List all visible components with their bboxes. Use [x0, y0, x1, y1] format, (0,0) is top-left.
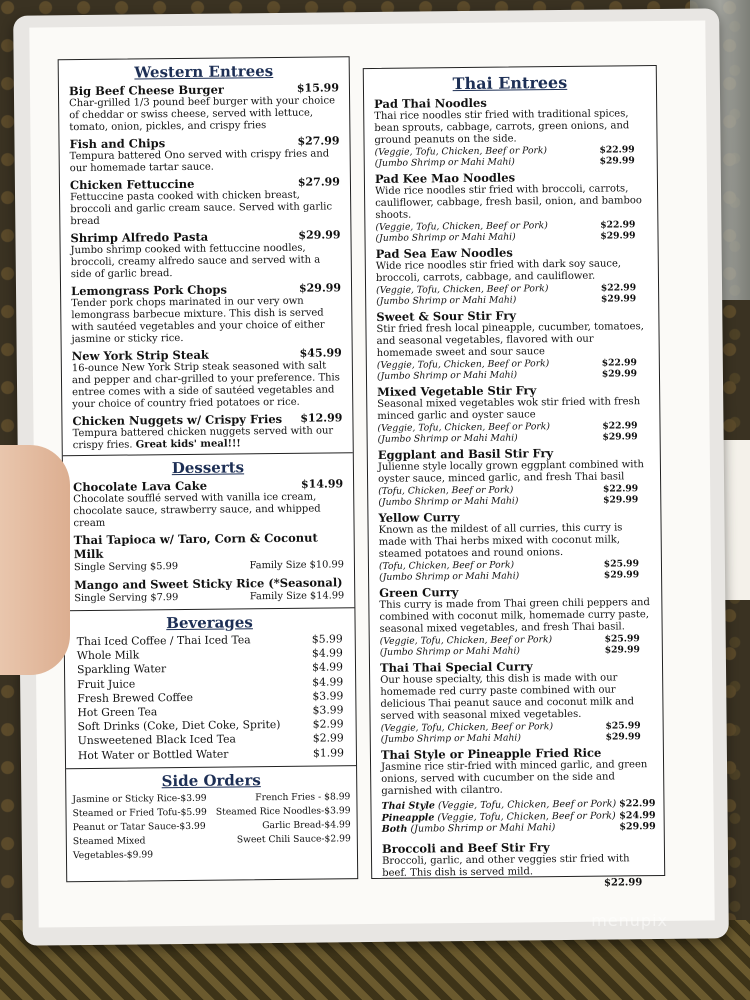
option-price: $29.99: [600, 293, 637, 305]
thai-item: [365, 169, 658, 244]
option-price: $25.99: [605, 720, 641, 732]
option-price: $22.99: [602, 420, 638, 432]
western-item: [59, 81, 350, 134]
item-name: Lemongrass Pork Chops: [70, 282, 227, 299]
fried-rice-item: [371, 745, 664, 798]
fried-rice-style: Pineapple: [381, 811, 435, 824]
option-row: [377, 368, 651, 382]
option-row: [378, 494, 652, 508]
item-desc: Seasonal mixed vegetables wok stir fried with fresh minced garlic and oyster sauce: [377, 396, 641, 422]
item-desc: [70, 148, 342, 175]
kids-note: Great kids' meal!!!: [135, 438, 241, 451]
item-desc: Our house specialty, this dish is made with our homemade red curry paste combined with our delicious Thai peanut sauce and coconut milk and served with seasonal mixed vegetables.: [380, 672, 635, 722]
beverage-price: $2.99: [312, 717, 344, 731]
fried-rice-style: Both: [381, 823, 408, 835]
item-name: Big Beef Cheese Burger: [68, 82, 224, 99]
item-name: Thai Thai Special Curry: [379, 659, 533, 675]
beverage-name: Fresh Brewed Coffee: [77, 690, 194, 705]
desc-text: Tempura battered Ono served with crispy fries and our homemade tartar sauce.: [69, 148, 330, 175]
item-desc: [70, 189, 342, 228]
item-name: New York Strip Steak: [71, 347, 209, 364]
option-label: (Jumbo Shrimp or Mahi Mahi): [376, 369, 518, 382]
item-desc: [69, 95, 341, 134]
item-desc: Wide rice noodles stir fried with dark soy sauce, broccoli, carrots, cabbage, and cauliflower.: [375, 258, 622, 284]
item-name: Green Curry: [379, 585, 459, 600]
option-label: (Jumbo Shrimp or Mahi Mahi): [375, 231, 516, 244]
option-row: [375, 155, 649, 169]
beverage-price: $3.99: [312, 703, 344, 717]
serving-row: [64, 590, 354, 605]
fried-rice-price: $29.99: [619, 821, 656, 833]
western-item: [60, 175, 351, 228]
item-price: $22.99: [603, 876, 643, 889]
thai-item: [366, 244, 659, 307]
fried-rice-price: $24.99: [619, 809, 656, 821]
fried-rice-protein: (Veggie, Tofu, Chicken, Beef or Pork): [437, 798, 617, 812]
item-desc: Wide rice noodles stir fried with broccoli, carrots, cauliflower, cabbage, fresh basil, onion, and bamboo shoots.: [374, 183, 642, 221]
item-desc: Chocolate soufflé served with vanilla ice cream, chocolate sauce, strawberry sauce, and whipped cream: [73, 491, 321, 530]
beverage-price: $4.99: [311, 646, 343, 660]
option-price: $29.99: [601, 368, 638, 380]
thai-item: [364, 94, 657, 169]
item-name: Pad Thai Noodles: [374, 95, 487, 111]
option-row: [379, 569, 653, 583]
option-label: (Veggie, Tofu, Chicken, Beef or Pork): [375, 220, 548, 233]
divider: [66, 765, 356, 769]
beverage-name: Whole Milk: [76, 648, 140, 663]
side-item: Garlic Bread-$4.99: [262, 819, 351, 831]
side-item: Steamed Mixed Vegetables-$9.99: [72, 835, 154, 861]
item-price: $12.99: [300, 411, 343, 425]
item-price: $29.99: [298, 281, 342, 295]
thai-title: Thai Entrees: [452, 72, 568, 94]
western-item: [60, 228, 351, 281]
serving-row: [64, 559, 354, 574]
item-desc: Julienne style locally grown eggplant combined with oyster sauce, minced garlic, and fresh Thai basil: [377, 459, 644, 485]
beverage-name: Hot Green Tea: [77, 705, 158, 720]
item-name: Fish and Chips: [69, 136, 166, 152]
item-desc: [71, 242, 343, 281]
option-label: (Veggie, Tofu, Chicken, Beef or Pork): [376, 358, 550, 371]
thai-item: [369, 583, 662, 658]
option-label: (Veggie, Tofu, Chicken, Beef or Pork): [376, 283, 549, 296]
option-label: (Jumbo Shrimp or Mahi Mahi): [379, 570, 520, 583]
item-desc: [72, 360, 344, 411]
dessert-lava: [63, 477, 354, 530]
sides-list: [66, 790, 357, 863]
thai-item: [367, 382, 660, 445]
thai-list: [364, 94, 663, 745]
option-label: (Tofu, Chicken, Beef or Pork): [378, 484, 514, 497]
beverage-price: $4.99: [312, 660, 344, 675]
option-label: (Veggie, Tofu, Chicken, Beef or Pork): [380, 721, 554, 734]
item-price: $15.99: [296, 81, 340, 95]
option-price: $22.99: [601, 357, 637, 369]
option-price: $29.99: [602, 431, 638, 443]
thai-item: [370, 658, 663, 745]
item-name: Chicken Nuggets w/ Crispy Fries: [72, 411, 283, 429]
item-desc: Thai rice noodles stir fried with traditional spices, bean sprouts, cabbage, carrots, green onions, and ground peanuts on the side.: [374, 108, 630, 146]
item-name: Mango and Sweet Sticky Rice (*Seasonal): [74, 575, 343, 593]
desc-text: Tender pork chops marinated in our very own lemongrass barbecue mixture. This dish is served with sautéed vegetables and your choice of either jasmine or sticky rice.: [71, 295, 325, 346]
option-label: (Veggie, Tofu, Chicken, Beef or Pork): [374, 145, 548, 158]
right-column: [363, 65, 665, 889]
beverage-price: $1.99: [312, 745, 344, 760]
western-item: [61, 281, 352, 346]
beverage-price: $3.99: [312, 689, 344, 703]
fried-rice-protein: (Veggie, Tofu, Chicken, Beef or Pork): [437, 809, 616, 823]
broccoli-item: [372, 838, 665, 891]
desc-text: Jumbo shrimp cooked with fettuccine noodles, broccoli, creamy alfredo sauce and served with a side of garlic bread.: [70, 242, 321, 281]
beverages-title: Beverages: [166, 613, 253, 633]
option-label: (Tofu, Chicken, Beef or Pork): [378, 559, 515, 572]
beverage-price: $4.99: [312, 674, 344, 689]
western-item: [59, 134, 349, 175]
beverage-price: $2.99: [312, 731, 344, 746]
item-name: Sweet & Sour Stir Fry: [376, 308, 517, 324]
option-label: (Jumbo Shrimp or Mahi Mahi): [378, 495, 519, 508]
option-price: $22.99: [600, 282, 637, 294]
item-desc: [71, 295, 343, 346]
item-price: $14.99: [300, 477, 344, 491]
beverage-name: Fruit Juice: [77, 677, 136, 691]
item-desc: [73, 425, 345, 452]
option-row: [376, 293, 650, 307]
item-name: Pad Kee Mao Noodles: [374, 170, 516, 186]
option-price: $29.99: [599, 155, 635, 167]
item-name: Shrimp Alfredo Pasta: [70, 229, 209, 246]
option-label: (Jumbo Shrimp or Mahi Mahi): [377, 432, 518, 445]
item-name: Yellow Curry: [378, 510, 460, 525]
single-price: Single Serving $7.99: [74, 592, 179, 605]
option-label: (Veggie, Tofu, Chicken, Beef or Pork): [379, 634, 553, 647]
thai-item: [366, 307, 659, 382]
item-price: $27.99: [297, 134, 340, 148]
family-price: Family Size $14.99: [249, 590, 345, 603]
watermark: menupix: [591, 911, 668, 930]
beverage-row: [66, 746, 356, 763]
family-price: Family Size $10.99: [249, 559, 345, 572]
option-price: $22.99: [599, 144, 635, 156]
sides-title: Side Orders: [161, 771, 261, 791]
item-price: $27.99: [297, 175, 341, 189]
western-item: [62, 411, 352, 452]
side-item: Steamed Rice Noodles-$3.99: [215, 805, 351, 818]
item-name: Mixed Vegetable Stir Fry: [377, 383, 537, 399]
option-row: [380, 644, 654, 658]
option-label: (Jumbo Shrimp or Mahi Mahi): [376, 294, 517, 307]
item-desc: This curry is made from Thai green chili peppers and combined with coconut milk, homemade curry paste, seasonal mixed vegetables, and fresh Thai basil.: [379, 597, 650, 635]
thai-item: [368, 508, 661, 583]
option-price: $29.99: [600, 230, 636, 242]
desc-text: Char-grilled 1/3 pound beef burger with your choice of cheddar or swiss cheese, served with lettuce, tomato, onion, pickles, and crispy fries: [69, 95, 336, 134]
menu-page: [29, 20, 714, 927]
item-name: Broccoli and Beef Stir Fry: [381, 839, 550, 856]
hand-thumb: [0, 445, 70, 675]
item-name: Pad Sea Eaw Noodles: [375, 245, 513, 261]
option-price: $22.99: [602, 483, 639, 495]
thai-item: [368, 445, 661, 508]
desserts-title: Desserts: [171, 458, 245, 478]
dessert-tapioca: [64, 530, 354, 561]
item-name: Chicken Fettuccine: [69, 176, 195, 193]
item-desc: Known as the mildest of all curries, this curry is made with Thai herbs mixed with coconut milk, steamed potatoes and round onions.: [378, 522, 623, 560]
item-desc: Broccoli, garlic, and other veggies stir fried with beef. This dish is served mild.: [381, 852, 630, 879]
fried-rice-protein: (Jumbo Shrimp or Mahi Mahi): [410, 822, 556, 835]
item-price: $45.99: [299, 346, 342, 360]
option-price: $29.99: [603, 494, 639, 506]
side-item: Peanut or Tatar Sauce-$3.99: [72, 820, 206, 833]
option-price: $25.99: [603, 558, 640, 570]
beverage-price: $5.99: [311, 632, 343, 646]
left-column: [58, 56, 359, 882]
desc-text: 16-ounce New York Strip steak seasoned with salt and pepper and char-grilled to your preference. This entree comes with a side of sautéed vegetables and your choice of country fried potatoes or rice.: [71, 360, 340, 411]
side-item: Sweet Chili Sauce-$2.99: [236, 833, 351, 846]
option-label: (Jumbo Shrimp or Mahi Mahi): [380, 732, 521, 745]
option-price: $29.99: [604, 644, 640, 656]
side-item: Steamed or Fried Tofu-$5.99: [72, 806, 207, 819]
beverage-name: Thai Iced Coffee / Thai Iced Tea: [76, 633, 251, 649]
fried-rice-price: $22.99: [619, 798, 656, 810]
western-title: Western Entrees: [134, 62, 274, 82]
item-name: Thai Tapioca w/ Taro, Corn & Coconut Milk: [73, 530, 318, 562]
option-price: $29.99: [605, 731, 641, 743]
divider: [64, 607, 354, 611]
desc-text: Tempura battered chicken nuggets served with our crispy fries.: [72, 425, 334, 452]
option-price: $29.99: [603, 569, 640, 581]
beverage-name: Sparkling Water: [76, 662, 167, 677]
divider: [63, 452, 353, 456]
side-item: French Fries - $8.99: [255, 791, 351, 804]
option-label: (Jumbo Shrimp or Mahi Mahi): [374, 156, 515, 169]
beverages-list: [65, 632, 356, 763]
western-item: [62, 346, 353, 411]
option-label: (Veggie, Tofu, Chicken, Beef or Pork): [377, 421, 550, 434]
item-desc: Jasmine rice stir-fried with minced garlic, and green onions, served with cucumber on the side and garnished with cilantro.: [381, 759, 648, 797]
option-label: (Jumbo Shrimp or Mahi Mahi): [379, 645, 521, 658]
option-row: [381, 731, 655, 745]
option-price: $25.99: [604, 633, 640, 645]
option-price: $22.99: [600, 219, 636, 231]
option-row: [378, 431, 652, 445]
item-name: Thai Style or Pineapple Fried Rice: [380, 745, 602, 762]
fried-rice-style: Thai Style: [381, 800, 436, 812]
fried-rice-label: [382, 822, 556, 835]
side-item: Jasmine or Sticky Rice-$3.99: [72, 792, 207, 805]
beverage-name: Hot Water or Bottled Water: [77, 747, 229, 762]
single-price: Single Serving $5.99: [73, 561, 179, 574]
fried-rice-row: [372, 821, 664, 836]
desc-text: Fettuccine pasta cooked with chicken breast, broccoli and garlic cream sauce. Served with garlic bread: [70, 189, 333, 228]
item-desc: Stir fried fresh local pineapple, cucumber, tomatoes, and seasonal vegetables, flavored with our homemade sweet and sour sauce: [376, 321, 644, 359]
option-row: [375, 230, 649, 244]
fried-rice-options: [371, 798, 663, 836]
item-name: Chocolate Lava Cake: [73, 478, 208, 495]
beverage-name: Unsweetened Black Iced Tea: [77, 732, 236, 748]
item-name: Eggplant and Basil Stir Fry: [377, 446, 554, 462]
western-list: [59, 81, 353, 452]
item-price: $29.99: [298, 228, 341, 242]
beverage-name: Soft Drinks (Coke, Diet Coke, Sprite): [77, 718, 281, 734]
